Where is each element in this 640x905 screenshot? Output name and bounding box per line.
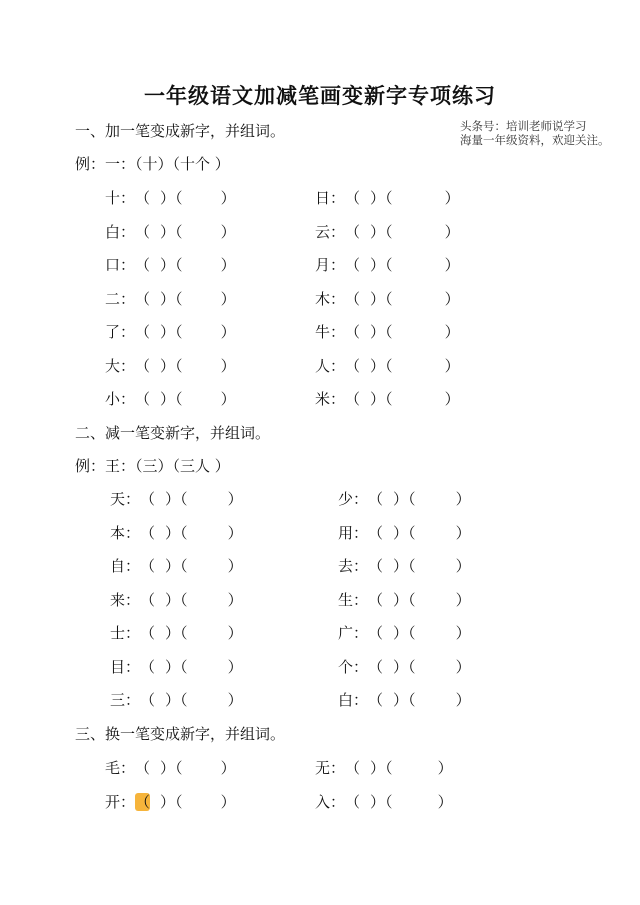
word-blank[interactable]: （ ） [175, 222, 236, 241]
exercise-row [338, 555, 471, 576]
exercise-row [338, 488, 471, 509]
base-character: 用： [338, 523, 369, 542]
exercise-row [105, 388, 236, 409]
base-character: 人： [315, 356, 346, 375]
new-character-blank[interactable]: （ ） [345, 222, 386, 241]
new-character-blank[interactable]: （ ） [140, 657, 181, 676]
new-character-blank[interactable]: （ ） [135, 390, 176, 408]
exercise-row [105, 288, 236, 309]
word-blank[interactable]: （ ） [385, 289, 460, 308]
base-character: 三： [110, 691, 141, 709]
word-blank[interactable]: （ ） [385, 356, 460, 375]
word-blank[interactable]: （ ） [408, 490, 471, 508]
new-character-blank[interactable]: （ ） [368, 624, 409, 642]
base-character: 广： [338, 624, 369, 642]
word-blank[interactable]: （ ） [180, 624, 243, 642]
exercise-row [110, 522, 243, 543]
base-character: 了： [105, 323, 136, 341]
exercise-row [110, 622, 243, 643]
base-character: 士： [110, 624, 141, 642]
base-character: 自： [110, 557, 141, 575]
word-blank[interactable]: （ ） [175, 189, 236, 207]
new-character-blank[interactable]: （ ） [345, 189, 386, 207]
base-character: 木： [315, 289, 346, 308]
word-blank[interactable]: （ ） [180, 490, 243, 508]
exercise-row [315, 187, 460, 208]
new-character-blank[interactable]: （ ） [368, 490, 409, 508]
word-blank[interactable]: （ ） [175, 256, 236, 274]
word-blank[interactable]: （ ） [385, 222, 460, 241]
exercise-row [315, 221, 460, 242]
exercise-row [338, 656, 471, 677]
exercise-row [315, 321, 460, 342]
word-blank[interactable]: （ ） [175, 792, 236, 811]
word-blank[interactable]: （ ） [408, 523, 471, 542]
exercise-row [110, 589, 243, 610]
exercise-row [105, 791, 236, 812]
base-character: 口： [105, 256, 136, 274]
new-character-blank[interactable]: （ ） [135, 189, 176, 207]
exercise-row [105, 355, 236, 376]
new-character-blank[interactable]: （ ） [135, 356, 176, 375]
exercise-row [105, 187, 236, 208]
base-character: 大： [105, 356, 136, 375]
new-character-blank[interactable]: （ ） [135, 792, 176, 811]
base-character: 生： [338, 590, 369, 609]
exercise-row [105, 221, 236, 242]
watermark [460, 119, 610, 147]
base-character: 白： [338, 691, 369, 709]
base-character: 来： [110, 590, 141, 609]
word-blank[interactable]: （ ） [385, 323, 460, 341]
new-character-blank[interactable]: （ ） [368, 691, 409, 709]
base-character: 米： [315, 390, 346, 408]
exercise-row [110, 656, 243, 677]
new-character-blank[interactable]: （ ） [135, 222, 176, 241]
exercise-row [315, 254, 460, 275]
exercise-row [338, 589, 471, 610]
base-character: 毛： [105, 759, 136, 777]
word-blank[interactable]: （ ） [408, 590, 471, 609]
word-blank[interactable]: （ ） [180, 657, 243, 676]
exercise-row [338, 522, 471, 543]
watermark-line-2: 海量一年级资料，欢迎关注。 [460, 133, 610, 147]
exercise-row [110, 488, 243, 509]
exercise-row [105, 757, 236, 778]
word-blank[interactable]: （ ） [180, 691, 243, 709]
exercise-row [315, 791, 453, 812]
base-character: 云： [315, 222, 346, 241]
new-character-blank[interactable]: （ ） [140, 523, 181, 542]
word-blank[interactable]: （ ） [385, 390, 460, 408]
new-character-blank[interactable]: （ ） [140, 624, 181, 642]
base-character: 开： [105, 792, 136, 811]
word-blank[interactable]: （ ） [180, 590, 243, 609]
new-character-blank[interactable]: （ ） [368, 557, 409, 575]
new-character-blank[interactable]: （ ） [135, 289, 176, 308]
section1-example: 例：一：（十）（十个 ） [75, 155, 230, 173]
new-character-blank[interactable]: （ ） [345, 323, 386, 341]
word-blank[interactable]: （ ） [408, 624, 471, 642]
word-blank[interactable]: （ ） [175, 289, 236, 308]
exercise-row [110, 555, 243, 576]
exercise-row [105, 321, 236, 342]
word-blank[interactable]: （ ） [408, 557, 471, 575]
word-blank[interactable]: （ ） [180, 523, 243, 542]
section2-heading: 二、减一笔变新字，并组词。 [75, 424, 271, 442]
exercise-row [338, 622, 471, 643]
base-character: 二： [105, 289, 136, 308]
base-character: 去： [338, 557, 369, 575]
new-character-blank[interactable]: （ ） [345, 759, 386, 777]
base-character: 无： [315, 759, 346, 777]
word-blank[interactable]: （ ） [180, 557, 243, 575]
word-blank[interactable]: （ ） [408, 657, 471, 676]
new-character-blank[interactable]: （ ） [140, 557, 181, 575]
word-blank[interactable]: （ ） [175, 759, 236, 777]
base-character: 入： [315, 792, 346, 811]
base-character: 日： [315, 189, 346, 207]
word-blank[interactable]: （ ） [385, 759, 453, 777]
base-character: 本： [110, 523, 141, 542]
base-character: 少： [338, 490, 369, 508]
new-character-blank[interactable]: （ ） [345, 289, 386, 308]
worksheet-title: 一年级语文加减笔画变新字专项练习 [144, 83, 496, 108]
exercise-row [105, 254, 236, 275]
new-character-blank[interactable]: （ ） [345, 792, 386, 811]
word-blank[interactable]: （ ） [385, 189, 460, 207]
new-character-blank[interactable]: （ ） [140, 590, 181, 609]
exercise-row [315, 355, 460, 376]
base-character: 个： [338, 657, 369, 676]
new-character-blank[interactable]: （ ） [140, 490, 181, 508]
word-blank[interactable]: （ ） [175, 390, 236, 408]
new-character-blank[interactable]: （ ） [368, 590, 409, 609]
new-character-blank[interactable]: （ ） [345, 356, 386, 375]
word-blank[interactable]: （ ） [175, 356, 236, 375]
new-character-blank[interactable]: （ ） [345, 256, 386, 274]
base-character: 十： [105, 189, 136, 207]
watermark-line-1: 头条号：培训老师说学习 [460, 119, 587, 133]
section3-heading: 三、换一笔变成新字，并组词。 [75, 725, 286, 743]
word-blank[interactable]: （ ） [408, 691, 471, 709]
section2-example: 例：王：（三）（三人 ） [75, 457, 230, 475]
new-character-blank[interactable]: （ ） [345, 390, 386, 408]
new-character-blank[interactable]: （ ） [135, 256, 176, 274]
word-blank[interactable]: （ ） [175, 323, 236, 341]
new-character-blank[interactable]: （ ） [368, 523, 409, 542]
new-character-blank[interactable]: （ ） [135, 323, 176, 341]
word-blank[interactable]: （ ） [385, 256, 460, 274]
base-character: 牛： [315, 323, 346, 341]
base-character: 目： [110, 657, 141, 676]
exercise-row [315, 757, 453, 778]
base-character: 白： [105, 222, 136, 241]
base-character: 天： [110, 490, 141, 508]
exercise-row [315, 388, 460, 409]
base-character: 小： [105, 390, 136, 408]
new-character-blank[interactable]: （ ） [368, 657, 409, 676]
word-blank[interactable]: （ ） [385, 792, 453, 811]
base-character: 月： [315, 256, 346, 274]
exercise-row [110, 689, 243, 710]
exercise-row [338, 689, 471, 710]
new-character-blank[interactable]: （ ） [135, 759, 176, 777]
exercise-row [315, 288, 460, 309]
section1-heading: 一、加一笔变成新字，并组词。 [75, 122, 286, 140]
new-character-blank[interactable]: （ ） [140, 691, 181, 709]
